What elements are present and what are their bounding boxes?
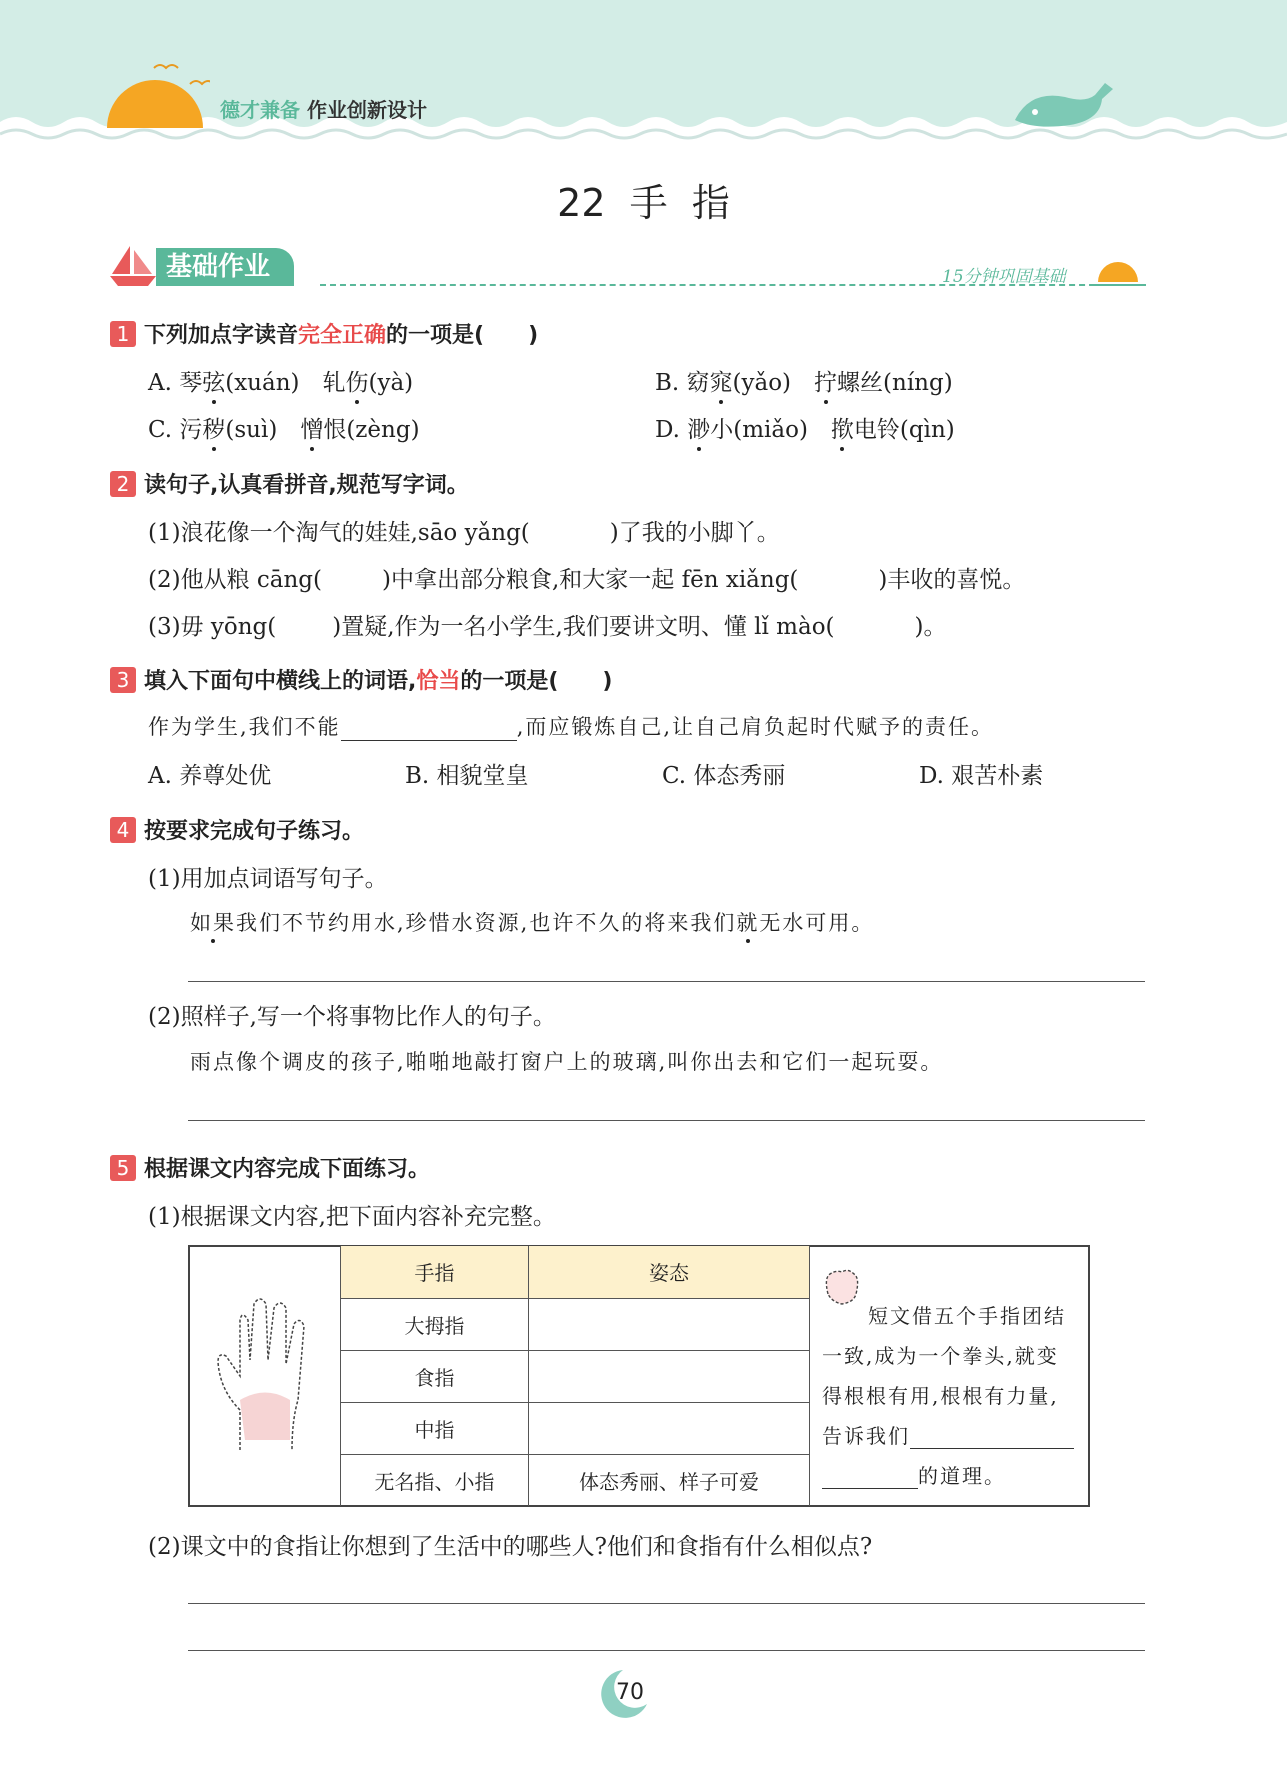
table-cell-pose[interactable] [529,1298,810,1350]
question-text: 下列加点字读音 [144,323,299,348]
question-number: 2 [110,471,136,497]
finger-table [340,1246,810,1506]
sailboat-icon [108,242,158,288]
table-cell-pose[interactable] [529,1402,810,1454]
q5-part-2: (2)课文中的食指让你想到了生活中的哪些人?他们和食指有什么相似点? [148,1534,873,1560]
side-text-4: 告诉我们 [822,1420,1074,1449]
q4-example-1: 如果我们不节约用水,珍惜水资源,也许不久的将来我们就无水可用。 [190,911,875,935]
option-d[interactable]: D. 渺小(miǎo) 揿电铃(qìn) [655,417,955,443]
question-number: 1 [110,321,136,347]
table-cell-pose: 体态秀丽、样子可爱 [529,1454,810,1506]
question-2 [110,468,469,499]
side-text-3: 得根根有用,根根有力量, [822,1384,1059,1408]
q3-option-b[interactable]: B. 相貌堂皇 [405,763,529,789]
question-text-end: 的一项是( ) [460,669,613,694]
answer-line[interactable] [188,1603,1145,1604]
side-text-5: 的道理。 [822,1460,1006,1489]
answer-line[interactable] [188,1120,1145,1121]
side-text-2: 一致,成为一个拳头,就变 [822,1344,1059,1368]
answer-blank[interactable] [910,1426,1074,1449]
header-brand-dark: 作业创新设计 [306,98,427,122]
q3-sentence: 作为学生,我们不能 ,而应锻炼自己,让自己肩负起时代赋予的责任。 [148,715,995,739]
question-4 [110,814,364,845]
question-emphasis: 恰当 [416,669,461,694]
table-cell-finger: 中指 [341,1402,529,1454]
answer-blank[interactable] [822,1466,918,1489]
table-cell-finger: 无名指、小指 [341,1454,529,1506]
question-3 [110,664,613,695]
section-time-note: 15分钟巩固基础 [942,267,1066,287]
option-b[interactable]: B. 窈窕(yǎo) 拧螺丝(níng) [655,370,953,396]
bird-icon [150,58,210,94]
q5-part-1: (1)根据课文内容,把下面内容补充完整。 [148,1204,556,1230]
section-label: 基础作业 [156,248,294,286]
side-text-1: 短文借五个手指团结 [868,1304,1066,1328]
whale-icon [1010,75,1120,135]
question-text: 根据课文内容完成下面练习。 [144,1157,431,1182]
table-header: 手指 [341,1246,529,1298]
question-number: 5 [110,1155,136,1181]
question-number: 4 [110,817,136,843]
table-cell-finger: 大拇指 [341,1298,529,1350]
sunset-icon [1090,250,1148,290]
page-number: 70 [616,1680,644,1705]
q3-option-a[interactable]: A. 养尊处优 [148,763,272,789]
answer-blank[interactable] [341,716,517,741]
hand-icon [210,1290,322,1460]
q4-part-2: (2)照样子,写一个将事物比作人的句子。 [148,1004,556,1030]
option-c[interactable]: C. 污秽(suì) 憎恨(zèng) [148,417,420,443]
header-brand-green: 德才兼备 [220,98,300,122]
question-text: 按要求完成句子练习。 [144,819,365,844]
q3-option-d[interactable]: D. 艰苦朴素 [919,763,1044,789]
q2-sentence-1: (1)浪花像一个淘气的娃娃,sāo yǎng( )了我的小脚丫。 [148,520,780,546]
question-1 [110,318,538,349]
option-a[interactable]: A. 琴弦(xuán) 轧伤(yà) [148,370,414,396]
q2-sentence-2: (2)他从粮 cāng( )中拿出部分粮食,和大家一起 fēn xiǎng( )丰收的喜悦。 [148,567,1026,593]
fist-icon [820,1264,864,1312]
q4-part-1: (1)用加点词语写句子。 [148,866,388,892]
table-header: 姿态 [529,1246,810,1298]
q4-example-2: 雨点像个调皮的孩子,啪啪地敲打窗户上的玻璃,叫你出去和它们一起玩耍。 [190,1050,944,1074]
question-text: 填入下面句中横线上的词语, [144,669,417,694]
answer-line[interactable] [188,1650,1145,1651]
table-cell-finger: 食指 [341,1350,529,1402]
q3-option-c[interactable]: C. 体态秀丽 [662,763,786,789]
question-text: 读句子,认真看拼音,规范写字词。 [144,473,469,498]
question-emphasis: 完全正确 [298,323,387,348]
question-number: 3 [110,667,136,693]
header-brand [220,94,427,123]
table-cell-pose[interactable] [529,1350,810,1402]
page-title: 22 手 指 [557,181,730,225]
answer-line[interactable] [188,981,1145,982]
question-text-end: 的一项是( ) [386,323,539,348]
question-5 [110,1152,430,1183]
q2-sentence-3: (3)毋 yōng( )置疑,作为一名小学生,我们要讲文明、懂 lǐ mào( )。 [148,614,947,640]
